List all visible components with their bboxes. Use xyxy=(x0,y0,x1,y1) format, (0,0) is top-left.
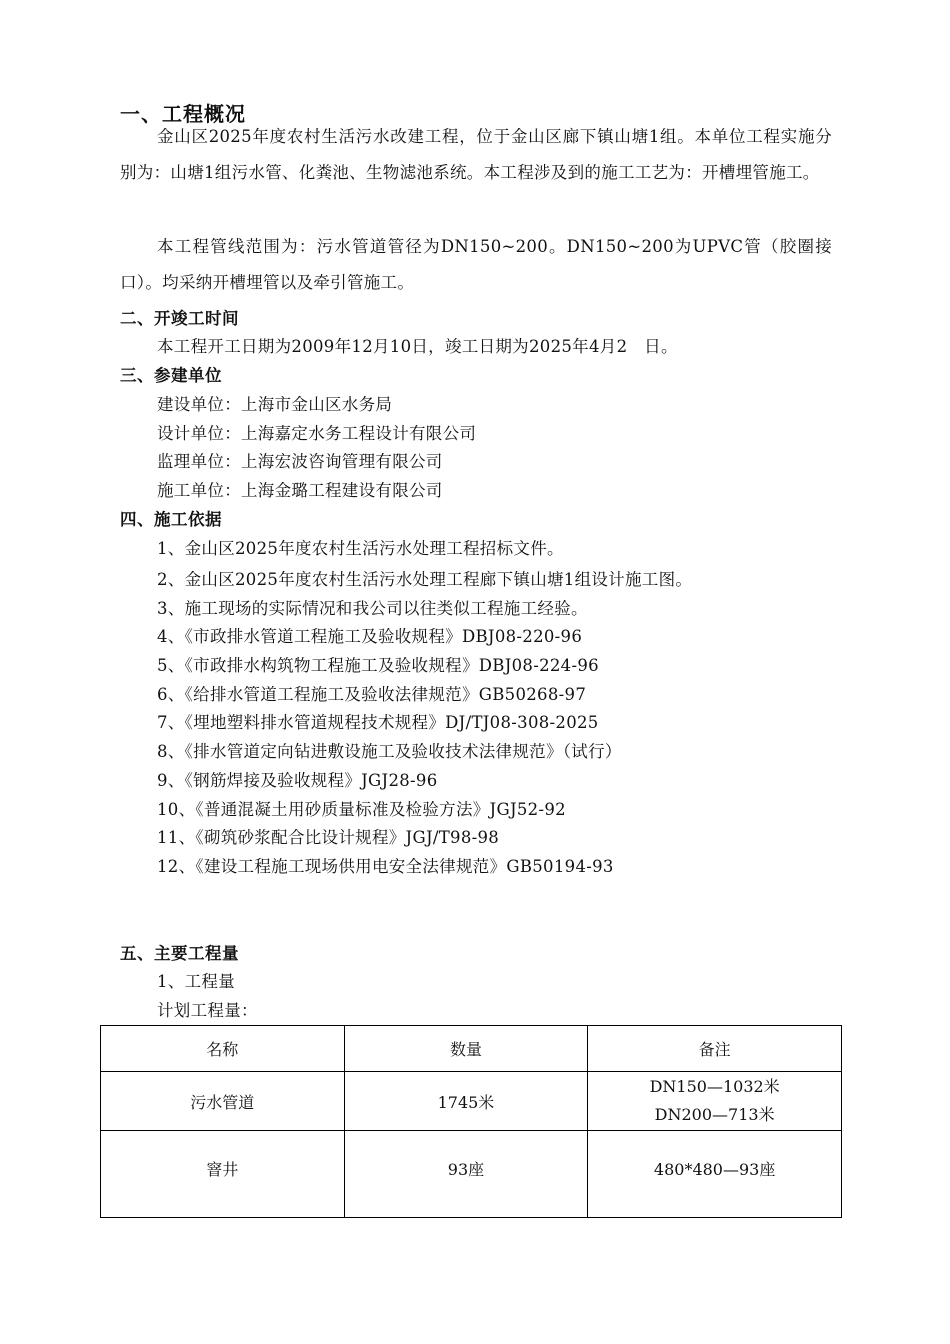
basis-item: 6、《给排水管道工程施工及验收法律规范》GB50268-97 xyxy=(157,685,587,704)
basis-item: 4、《市政排水管道工程施工及验收规程》DBJ08-220-96 xyxy=(157,627,583,646)
header-name: 名称 xyxy=(101,1026,345,1072)
basis-item: 5、《市政排水构筑物工程施工及验收规程》DBJ08-224-96 xyxy=(157,656,599,675)
basis-item: 3、施工现场的实际情况和我公司以往类似工程施工经验。 xyxy=(157,599,588,618)
table-row xyxy=(101,1072,842,1131)
header-quantity: 数量 xyxy=(344,1026,588,1072)
basis-item: 7、《埋地塑料排水管道规程技术规程》DJ/TJ08-308-2025 xyxy=(157,713,599,732)
section-3-title: 三、参建单位 xyxy=(120,366,222,385)
note-line: DN200—713米 xyxy=(654,1105,775,1124)
cell-quantity: 93座 xyxy=(344,1131,588,1218)
section-1-title: 一、工程概况 xyxy=(120,102,246,126)
cell-note xyxy=(588,1072,842,1131)
cell-name: 污水管道 xyxy=(101,1072,345,1131)
table-header-row xyxy=(101,1026,842,1072)
header-note: 备注 xyxy=(588,1026,842,1072)
quantity-table xyxy=(100,1025,842,1218)
basis-item: 1、金山区2025年度农村生活污水处理工程招标文件。 xyxy=(157,539,564,558)
section-1-paragraph-2: 本工程管线范围为：污水管道管径为DN150~200。DN150~200为UPVC管（胶圈接口）。均采纳开槽埋管以及牵引管施工。 xyxy=(120,237,832,292)
table-row xyxy=(101,1131,842,1218)
basis-item: 2、金山区2025年度农村生活污水处理工程廊下镇山塘1组设计施工图。 xyxy=(157,570,693,589)
unit-contractor: 施工单位：上海金璐工程建设有限公司 xyxy=(157,481,443,500)
basis-item: 9、《钢筋焊接及验收规程》JGJ28-96 xyxy=(157,771,438,790)
quantity-subtitle: 1、工程量 xyxy=(157,972,235,991)
cell-quantity: 1745米 xyxy=(344,1072,588,1131)
section-5-title: 五、主要工程量 xyxy=(120,944,239,963)
basis-item: 11、《砌筑砂浆配合比设计规程》JGJ/T98-98 xyxy=(157,828,500,847)
basis-item: 12、《建设工程施工现场供用电安全法律规范》GB50194-93 xyxy=(157,857,614,876)
planned-quantity-label: 计划工程量： xyxy=(157,1001,258,1020)
cell-name: 窨井 xyxy=(101,1131,345,1218)
section-2-text: 本工程开工日期为2009年12月10日，竣工日期为2025年4月2 日。 xyxy=(157,337,678,356)
section-1-paragraph-1: 金山区2025年度农村生活污水改建工程，位于金山区廊下镇山塘1组。本单位工程实施分别为：山塘1组污水管、化粪池、生物滤池系统。本工程涉及到的施工工艺为：开槽埋管施工。 xyxy=(120,127,832,182)
section-4-title: 四、施工依据 xyxy=(120,510,222,529)
basis-item: 8、《排水管道定向钻进敷设施工及验收技术法律规范》（试行） xyxy=(157,742,622,761)
section-2-title: 二、开竣工时间 xyxy=(120,309,239,328)
unit-owner: 建设单位：上海市金山区水务局 xyxy=(157,395,393,414)
basis-item: 10、《普通混凝土用砂质量标准及检验方法》JGJ52-92 xyxy=(157,800,566,819)
unit-designer: 设计单位：上海嘉定水务工程设计有限公司 xyxy=(157,424,477,443)
unit-supervisor: 监理单位：上海宏波咨询管理有限公司 xyxy=(157,452,443,471)
cell-note: 480*480—93座 xyxy=(588,1131,842,1218)
note-line: DN150—1032米 xyxy=(649,1077,780,1096)
